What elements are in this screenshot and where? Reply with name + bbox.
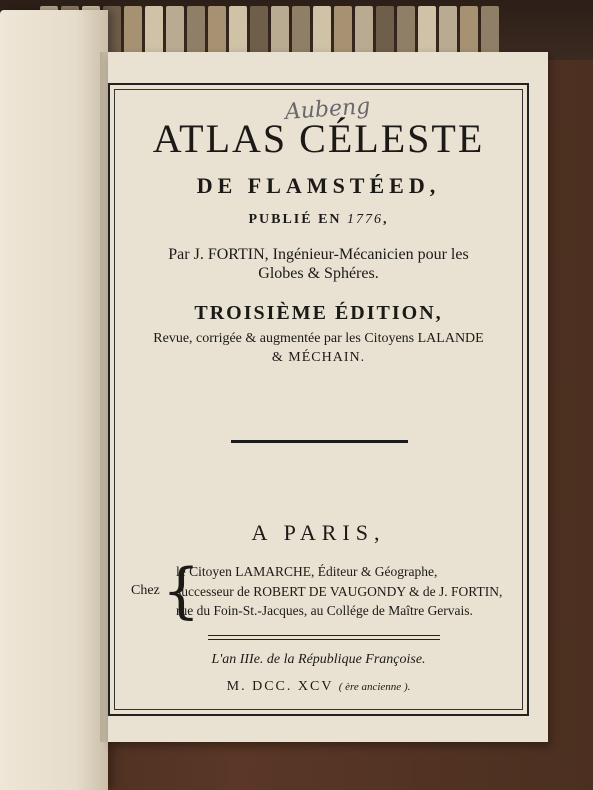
- publisher-address-line: successeur de ROBERT DE VAUGONDY & de J. FORTIN,: [176, 584, 503, 599]
- book-spine: [250, 6, 268, 58]
- book-spine: [481, 6, 499, 58]
- book-cover: [0, 10, 108, 790]
- published-line: [114, 212, 523, 228]
- published-suffix: ,: [383, 212, 389, 227]
- book-spine: [124, 6, 142, 58]
- city-line: A PARIS,: [251, 520, 386, 545]
- double-rule: [208, 635, 440, 640]
- published-prefix: PUBLIÉ EN: [248, 212, 342, 227]
- book-spine: [439, 6, 457, 58]
- edition-line: TROISIÈME ÉDITION,: [194, 302, 443, 324]
- book-spine: [166, 6, 184, 58]
- book-spine: [355, 6, 373, 58]
- publisher-address-line: rue du Foin-St.-Jacques, au Collége de Maître Gervais.: [176, 603, 473, 618]
- republic-year-line: L'an IIIe. de la République Françoise.: [211, 652, 426, 667]
- book-spines: [40, 6, 499, 58]
- book-title: ATLAS CÉLESTE: [152, 116, 485, 161]
- book-spine: [292, 6, 310, 58]
- fortin-line-2: Globes & Sphéres.: [258, 265, 379, 282]
- book-spine: [271, 6, 289, 58]
- imprint-year-line: [114, 679, 523, 695]
- handwritten-signature: Aubeng: [284, 94, 372, 125]
- book-spine: [397, 6, 415, 58]
- book-spine: [145, 6, 163, 58]
- revue-line-1: Revue, corrigée & augmentée par les Citoyens LALANDE: [153, 331, 484, 346]
- chez-label: Chez: [131, 583, 160, 598]
- year-note: ( ère ancienne ).: [338, 681, 411, 693]
- revue-line-2: & MÉCHAIN.: [271, 350, 366, 365]
- published-year: 1776: [347, 212, 384, 227]
- book-spine: [208, 6, 226, 58]
- book-spine: [229, 6, 247, 58]
- book-spine: [460, 6, 478, 58]
- author-line: DE FLAMSTÉED,: [196, 173, 441, 198]
- curly-brace: {: [162, 556, 201, 626]
- roman-year: M. DCC. XCV: [226, 679, 334, 694]
- book-spine: [418, 6, 436, 58]
- decorative-rule: [231, 440, 408, 443]
- book-spine: [376, 6, 394, 58]
- fortin-line-1: Par J. FORTIN, Ingénieur-Mécanicien pour les: [168, 246, 469, 263]
- book-spine: [313, 6, 331, 58]
- publisher-address-line: le Citoyen LAMARCHE, Éditeur & Géographe,: [176, 564, 438, 579]
- book-spine: [187, 6, 205, 58]
- book-spine: [334, 6, 352, 58]
